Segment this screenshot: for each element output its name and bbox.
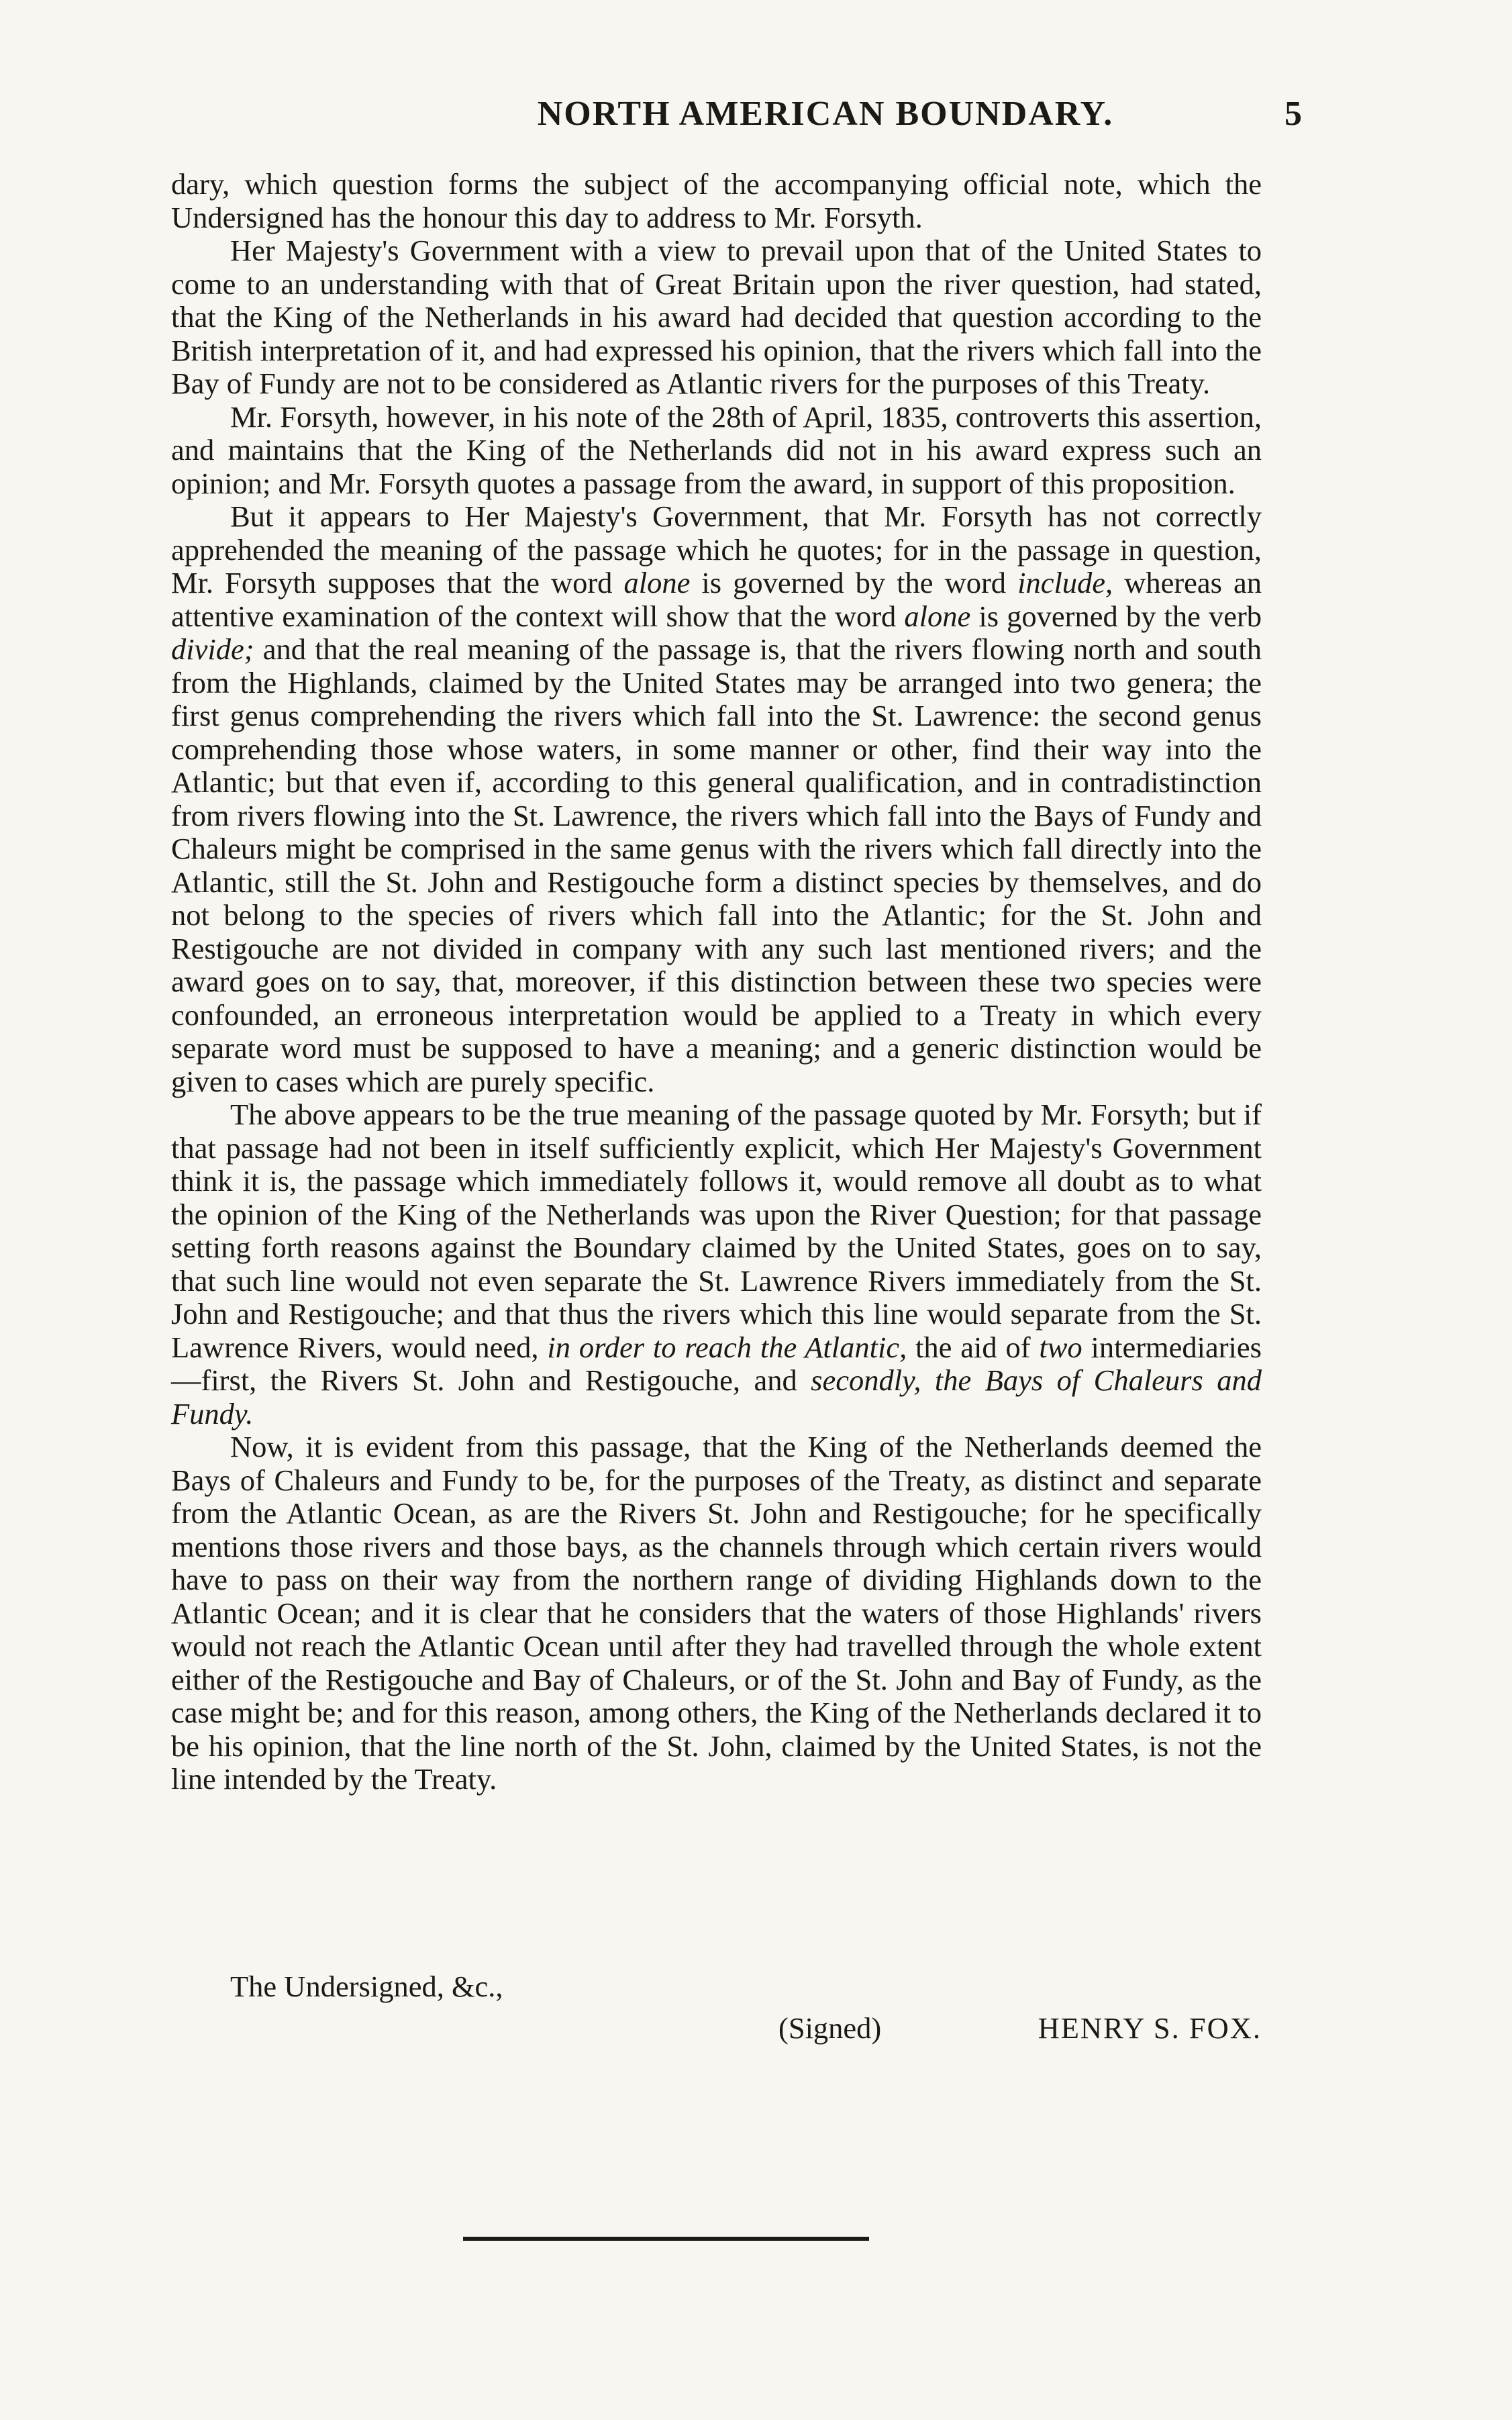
italic-text: divide; xyxy=(171,632,254,666)
page-number: 5 xyxy=(1284,95,1302,133)
end-rule xyxy=(463,2237,869,2241)
italic-text: in order to reach the Atlantic, xyxy=(547,1330,907,1364)
signer-name: HENRY S. FOX. xyxy=(1038,2011,1262,2045)
text-segment: Mr. Forsyth, however, in his note of the 28th of April, 1835, controverts this assertion, and maintains that the King of the Netherlands did not in his award express such an opinion; and Mr. Forsyth quotes a passage from the award, in support of this proposition. xyxy=(171,399,1262,500)
text-segment: dary, which question forms the subject of the accompanying official note, which the Undersigned has the honour this day to address to Mr. Forsyth. xyxy=(171,167,1262,234)
running-title: NORTH AMERICAN BOUNDARY. xyxy=(537,95,1114,133)
paragraph xyxy=(171,1098,1262,1431)
text-segment: The above appears to be the true meaning of the passage quoted by Mr. Forsyth; but if that passage had not been in itself sufficiently explicit, which Her Majesty's Government think it is, the passage which immediately follows it, would remove all doubt as to what the opinion of the King of the Netherlands was upon the River Question; for that passage setting forth reasons against the Boundary claimed by the United States, goes on to say, that such line would not even separate the St. Lawrence Rivers immediately from the St. John and Restigouche; and that thus the rivers which this line would separate from the St. Lawrence Rivers, would need, xyxy=(171,1098,1262,1364)
paragraph xyxy=(171,234,1262,401)
signed-label: (Signed) xyxy=(778,2011,882,2045)
closing-salutation: The Undersigned, &c., xyxy=(230,1970,503,2003)
text-segment: Now, it is evident from this passage, that the King of the Netherlands deemed the Bays of Chaleurs and Fundy to be, for the purposes of the Treaty, as distinct and separate from the Atlantic Ocean, as are the Rivers St. John and Restigouche; for he specifically mentions those rivers and those bays, as the channels through which certain rivers would have to pass on their way from the northern range of dividing Highlands down to the Atlantic Ocean; and it is clear that he considers that the waters of those Highlands' rivers would not reach the Atlantic Ocean until after they had travelled through the whole extent either of the Restigouche and Bay of Chaleurs, or of the St. John and Bay of Fundy, as the case might be; and for this reason, among others, the King of the Netherlands declared it to be his opinion, that the line north of the St. John, claimed by the United States, is not the line intended by the Treaty. xyxy=(171,1430,1262,1796)
italic-text: alone xyxy=(904,599,971,633)
text-segment: is governed by the word xyxy=(690,566,1018,599)
text-segment: But it appears to Her Majesty's Government, that Mr. Forsyth has not correctly apprehended the meaning of the passage which he quotes; for in the passage in question, Mr. Forsyth supposes that the word xyxy=(171,499,1262,599)
page-header xyxy=(349,94,1302,148)
text-segment: whereas an attentive examination of the context will show that the word xyxy=(171,566,1262,633)
paragraph xyxy=(171,168,1262,234)
text-segment: the aid of xyxy=(907,1330,1040,1364)
paragraph xyxy=(171,1431,1262,1796)
italic-text: alone xyxy=(623,566,691,599)
text-segment: Her Majesty's Government with a view to prevail upon that of the United States to come to an understanding with that of Great Britain upon the river question, had stated, that the King of the Netherlands in his award had decided that question according to the British interpretation of it, and had expressed his opinion, that the rivers which fall into the Bay of Fundy are not to be considered as Atlantic rivers for the purposes of this Treaty. xyxy=(171,234,1262,400)
text-segment: intermediaries—first, the Rivers St. John and Restigouche, and xyxy=(171,1330,1262,1397)
italic-text: secondly, the Bays of Chaleurs and Fundy. xyxy=(171,1363,1262,1431)
paragraph xyxy=(171,500,1262,1098)
text-segment: is governed by the verb xyxy=(970,599,1262,633)
paragraph xyxy=(171,401,1262,501)
italic-text: include, xyxy=(1017,566,1113,599)
body-text xyxy=(171,168,1262,1796)
text-segment: and that the real meaning of the passage is, that the rivers flowing north and south from the Highlands, claimed by the United States may be arranged into two genera; the first genus comprehending the rivers which fall into the St. Lawrence: the second genus comprehending those whose waters, in some manner or other, find their way into the Atlantic; but that even if, according to this general qualification, and in contradistinction from rivers flowing into the St. Lawrence, the rivers which fall into the Bays of Fundy and Chaleurs might be comprised in the same genus with the rivers which fall directly into the Atlantic, still the St. John and Restigouche form a distinct species by themselves, and do not belong to the species of rivers which fall into the Atlantic; for the St. John and Restigouche are not divided in company with any such last mentioned rivers; and the award goes on to say, that, moreover, if this distinction between these two species were confounded, an erroneous interpretation would be applied to a Treaty in which every separate word must be supposed to have a meaning; and a generic distinction would be given to cases which are purely specific. xyxy=(171,632,1262,1098)
italic-text: two xyxy=(1039,1330,1082,1364)
